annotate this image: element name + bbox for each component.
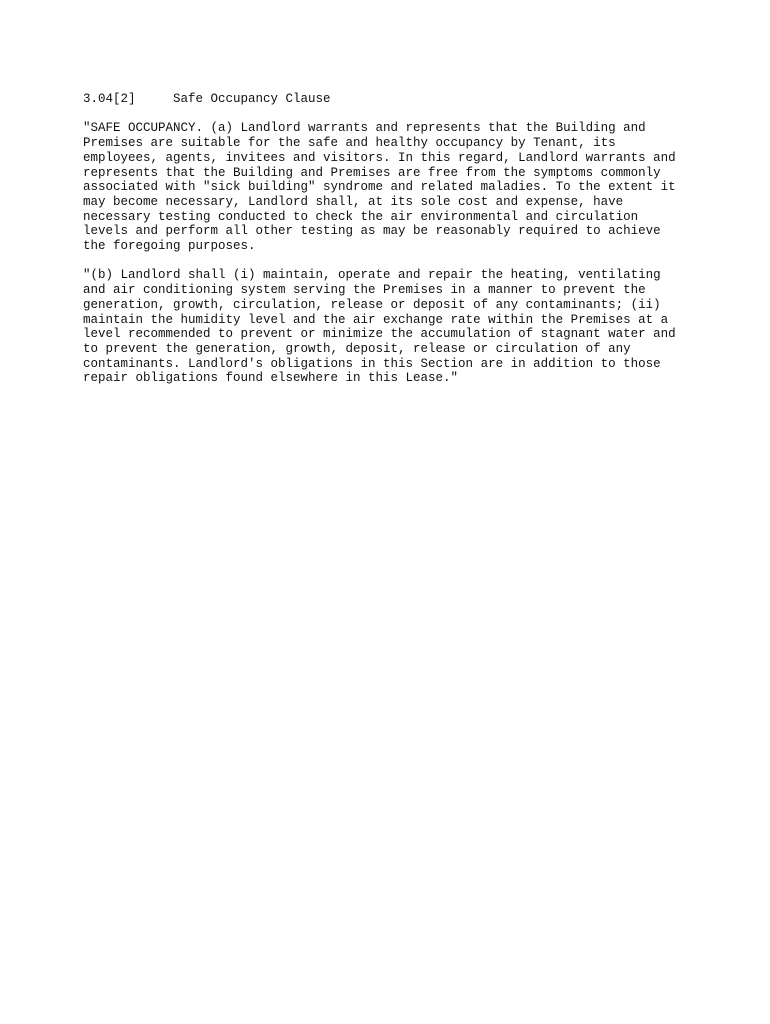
paragraph-line: represents that the Building and Premises are free from the symptoms commonly [83, 165, 661, 180]
paragraph-line: may become necessary, Landlord shall, at its sole cost and expense, have [83, 194, 624, 209]
paragraph-line: levels and perform all other testing as may be reasonably required to achieve [83, 224, 661, 239]
paragraph-line: and air conditioning system serving the Premises in a manner to prevent the [83, 283, 646, 298]
paragraph-line: "SAFE OCCUPANCY. (a) Landlord warrants and represents that the Building and [83, 121, 646, 136]
paragraph-line: the foregoing purposes. [83, 239, 256, 254]
paragraph-a [83, 121, 723, 253]
paragraph-line: to prevent the generation, growth, deposit, release or circulation of any [83, 341, 631, 356]
section-heading [83, 92, 723, 107]
document-page [83, 92, 723, 401]
paragraph-line: associated with "sick building" syndrome and related maladies. To the extent it [83, 180, 676, 195]
paragraph-line: employees, agents, invitees and visitors. In this regard, Landlord warrants and [83, 150, 676, 165]
paragraph-b [83, 268, 723, 386]
section-number: 3.04[2] [83, 92, 136, 106]
paragraph-line: "(b) Landlord shall (i) maintain, operate and repair the heating, ventilating [83, 268, 661, 283]
paragraph-line: necessary testing conducted to check the air environmental and circulation [83, 209, 639, 224]
paragraph-line: maintain the humidity level and the air exchange rate within the Premises at a [83, 312, 669, 327]
paragraph-line: contaminants. Landlord's obligations in this Section are in addition to those [83, 356, 661, 371]
paragraph-line: repair obligations found elsewhere in this Lease." [83, 371, 459, 386]
paragraph-line: level recommended to prevent or minimize the accumulation of stagnant water and [83, 327, 676, 342]
paragraph-line: Premises are suitable for the safe and healthy occupancy by Tenant, its [83, 136, 616, 151]
section-title: Safe Occupancy Clause [173, 92, 331, 106]
paragraph-line: generation, growth, circulation, release or deposit of any contaminants; (ii) [83, 297, 661, 312]
